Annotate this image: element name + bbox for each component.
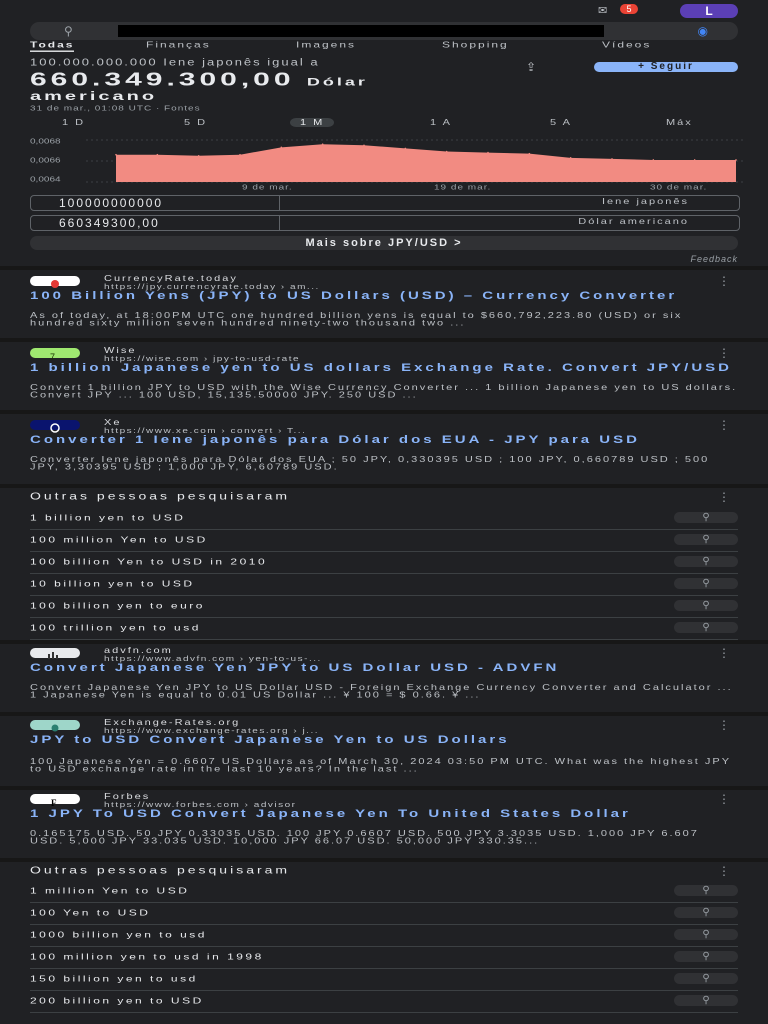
converter-from-row [30, 195, 740, 211]
search-icon[interactable]: ⚲ [674, 951, 738, 962]
search-result[interactable] [30, 792, 738, 858]
result-site-name: Exchange-Rates.org [104, 718, 241, 727]
y-tick-label: 0,0064 [30, 176, 61, 184]
conversion-result-value: 660.349.300,00 [30, 70, 295, 90]
result-url[interactable]: https://www.forbes.com › advisor [104, 801, 297, 810]
more-options-icon[interactable]: ⋮ [718, 346, 730, 360]
related-search-text: 100 trillion yen to usd [30, 623, 201, 633]
related-search-item[interactable] [30, 508, 738, 530]
notifications-icon[interactable]: ✉ 5 [598, 4, 642, 18]
related-search-item[interactable] [30, 881, 738, 903]
more-options-icon[interactable]: ⋮ [718, 646, 730, 660]
related-search-text: 100 million yen to usd in 1998 [30, 952, 264, 962]
search-result[interactable] [30, 418, 738, 482]
search-result[interactable] [30, 718, 738, 784]
section-divider [0, 712, 768, 716]
result-url[interactable]: https://www.xe.com › convert › T... [104, 427, 307, 436]
x-tick-label: 30 de mar. [650, 184, 708, 192]
range-1d[interactable]: 1 D [62, 118, 86, 127]
conversion-timestamp: 31 de mar., 01:08 UTC · Fontes [30, 105, 201, 113]
search-icon[interactable]: ⚲ [674, 600, 738, 611]
more-about-button[interactable]: Mais sobre JPY/USD > [30, 236, 738, 250]
related-search-text: 1 billion yen to USD [30, 513, 186, 523]
tab-imagens[interactable]: Imagens [296, 40, 357, 50]
search-tabs [30, 40, 738, 54]
related-search-text: 1 million Yen to USD [30, 886, 190, 896]
rate-point [487, 152, 489, 154]
result-url[interactable]: https://wise.com › jpy-to-usd-rate [104, 355, 301, 364]
more-options-icon[interactable]: ⋮ [718, 792, 730, 806]
rate-point [694, 159, 696, 161]
rate-point [570, 157, 572, 159]
rate-point [322, 143, 324, 145]
result-snippet: As of today, at 18:00PM UTC one hundred billion yens is equal to $660,792,223.80 (USD) or six hundred sixty million seven hundred ninety-two thousand two ... [30, 311, 683, 328]
conversion-result [30, 70, 368, 90]
related-search-text: 100 million Yen to USD [30, 535, 208, 545]
wise-favicon [30, 348, 80, 361]
x-tick-label: 9 de mar. [242, 184, 293, 192]
section-divider [0, 786, 768, 790]
search-icon[interactable]: ⚲ [674, 556, 738, 567]
search-icon[interactable]: ⚲ [674, 512, 738, 523]
search-icon[interactable]: ⚲ [674, 907, 738, 918]
more-options-icon[interactable]: ⋮ [718, 418, 730, 432]
related-search-text: 1000 billion yen to usd [30, 930, 207, 940]
search-icon[interactable]: ⚲ [674, 622, 738, 633]
related-search-item[interactable] [30, 969, 738, 991]
tab-videos[interactable]: Vídeos [602, 40, 652, 50]
people-also-search-title: Outras pessoas pesquisaram [30, 490, 291, 502]
result-url[interactable]: https://www.advfn.com › yen-to-us-... [104, 655, 322, 664]
google-lens-icon[interactable]: ◉ [697, 24, 708, 38]
search-result[interactable] [30, 346, 738, 408]
svg-text:7: 7 [50, 352, 56, 361]
exchange-rate-chart[interactable] [30, 134, 746, 190]
range-5d[interactable]: 5 D [184, 118, 208, 127]
section-divider [0, 338, 768, 342]
related-search-item[interactable] [30, 596, 738, 618]
conversion-from-text: 100.000.000.000 Iene japonês igual a [30, 56, 320, 68]
rate-point [653, 159, 655, 161]
search-bar[interactable] [30, 22, 738, 40]
search-icon[interactable]: ⚲ [674, 578, 738, 589]
rate-point [157, 154, 159, 156]
result-site-name: advfn.com [104, 646, 173, 655]
y-tick-label: 0,0066 [30, 157, 61, 165]
rate-point [363, 144, 365, 146]
result-title[interactable]: 100 Billion Yens (JPY) to US Dollars (USD) – Currency Converter [30, 289, 678, 303]
search-input[interactable] [118, 25, 604, 37]
more-options-icon[interactable]: ⋮ [718, 864, 730, 878]
rate-point [281, 147, 283, 149]
related-search-text: 150 billion yen to usd [30, 974, 198, 984]
y-tick-label: 0,0068 [30, 138, 61, 146]
chart-range-selector [30, 118, 738, 130]
rate-point [611, 158, 613, 160]
tab-financas[interactable]: Finanças [146, 40, 211, 50]
converter-to-amount[interactable] [59, 216, 280, 230]
result-url[interactable]: https://jpy.currencyrate.today › am... [104, 283, 320, 292]
converter-from-currency[interactable]: Iene japonês [602, 197, 689, 206]
related-search-item[interactable] [30, 925, 738, 947]
result-title[interactable]: 1 JPY To USD Convert Japanese Yen To United States Dollar [30, 807, 631, 821]
search-icon[interactable]: ⚲ [674, 885, 738, 896]
section-divider [0, 640, 768, 644]
conversion-result-unit: Dólar [306, 76, 368, 88]
chart-plot [30, 134, 746, 190]
related-search-item[interactable] [30, 618, 738, 640]
range-1a[interactable]: 1 A [430, 118, 452, 127]
svg-text:F: F [51, 798, 57, 807]
converter-from-amount[interactable] [59, 196, 280, 210]
section-divider [0, 858, 768, 862]
related-search-item[interactable] [30, 530, 738, 552]
converter-to-currency[interactable]: Dólar americano [578, 217, 689, 226]
range-1m[interactable]: 1 M [290, 118, 334, 127]
search-result[interactable] [30, 646, 738, 710]
rate-point [405, 148, 407, 150]
section-divider [0, 410, 768, 414]
related-search-item[interactable] [30, 552, 738, 574]
result-snippet: 100 Japanese Yen = 0.6607 US Dollars as of March 30, 2024 03:50 PM UTC. What was the highest JPY to USD exchange rate in the last 10 years? In the last ... [30, 757, 731, 774]
rate-area [116, 144, 736, 182]
result-site-name: Wise [104, 346, 137, 355]
result-snippet: Convert 1 billion JPY to USD with the Wise Currency Converter ... 1 billion Japanese yen to US dollars. Convert JPY ... 100 USD, 15,135.50000 JPY. 250 USD ... [30, 383, 738, 400]
more-options-icon[interactable]: ⋮ [718, 274, 730, 288]
tab-shopping[interactable]: Shopping [442, 40, 509, 50]
rate-point [446, 151, 448, 153]
x-tick-label: 19 de mar. [434, 184, 492, 192]
search-icon[interactable]: ⚲ [674, 929, 738, 940]
more-options-icon[interactable]: ⋮ [718, 490, 730, 504]
related-search-item[interactable] [30, 991, 738, 1013]
rate-point [198, 155, 200, 157]
related-search-item[interactable] [30, 574, 738, 596]
section-divider [0, 266, 768, 270]
related-search-text: 100 billion yen to euro [30, 601, 205, 611]
avatar[interactable]: L [680, 4, 738, 18]
result-title[interactable]: Convert Japanese Yen JPY to US Dollar USD - ADVFN [30, 661, 560, 675]
related-search-item[interactable] [30, 903, 738, 925]
rate-point [529, 153, 531, 155]
result-title[interactable]: JPY to USD Convert Japanese Yen to US Dollars [30, 733, 510, 747]
search-result[interactable] [30, 274, 738, 334]
converter-to-row [30, 215, 740, 231]
result-snippet: Converter Iene japonês para Dólar dos EUA ; 50 JPY, 0,330395 USD ; 100 JPY, 0,660789 USD ; 500 JPY, 3,30395 USD ; 1,000 JPY, 6,60789 USD. [30, 455, 710, 472]
range-max[interactable]: Máx [666, 118, 693, 127]
related-search-text: 100 Yen to USD [30, 908, 151, 918]
forbes-favicon [30, 794, 80, 807]
people-also-search-title: Outras pessoas pesquisaram [30, 864, 291, 876]
result-snippet: Convert Japanese Yen JPY to US Dollar USD - Foreign Exchange Currency Converter and Calculator ... 1 Japanese Yen is equal to 0.01 US Dollar ... ¥ 100 = $ 0.66. ¥ ... [30, 683, 733, 700]
advfn-favicon [30, 648, 80, 658]
result-snippet: 0.165175 USD. 50 JPY 0.33035 USD. 100 JPY 0.6607 USD. 500 JPY 3.3035 USD. 1,000 JPY 6.607 USD. 5,000 JPY 33.035 USD. 10,000 JPY 66.07 USD. 50,000 JPY 330.35... [30, 829, 699, 846]
range-5a[interactable]: 5 A [550, 118, 572, 127]
rate-point [239, 154, 241, 156]
result-title[interactable]: Converter 1 Iene japonês para Dólar dos EUA - JPY para USD [30, 433, 640, 447]
section-divider [0, 484, 768, 488]
feedback-link[interactable]: Feedback [690, 254, 738, 264]
rate-point [115, 154, 117, 156]
exchange-rates-favicon [30, 720, 80, 730]
result-site-name: Forbes [104, 792, 151, 801]
search-icon[interactable]: ⚲ [674, 973, 738, 984]
notification-badge: 5 [620, 4, 638, 14]
related-search-item[interactable] [30, 947, 738, 969]
rate-point [735, 159, 737, 161]
search-icon[interactable]: ⚲ [674, 534, 738, 545]
currencyrate-favicon [30, 276, 80, 286]
search-icon[interactable]: ⚲ [64, 24, 73, 38]
result-url[interactable]: https://www.exchange-rates.org › j... [104, 727, 320, 736]
related-search-text: 200 billion yen to USD [30, 996, 204, 1006]
result-title[interactable]: 1 billion Japanese yen to US dollars Exchange Rate. Convert JPY/USD [30, 361, 732, 375]
related-search-text: 100 billion Yen to USD in 2010 [30, 557, 268, 567]
tab-todas[interactable]: Todas [30, 40, 75, 50]
result-site-name: CurrencyRate.today [104, 274, 238, 283]
more-options-icon[interactable]: ⋮ [718, 718, 730, 732]
conversion-result-unit-2: americano [30, 90, 158, 104]
share-icon[interactable]: ⇪ [526, 60, 537, 74]
result-site-name: Xe [104, 418, 122, 427]
xe-favicon [30, 420, 80, 430]
related-search-text: 10 billion yen to USD [30, 579, 195, 589]
follow-button[interactable]: + Seguir [594, 62, 738, 72]
search-icon[interactable]: ⚲ [674, 995, 738, 1006]
